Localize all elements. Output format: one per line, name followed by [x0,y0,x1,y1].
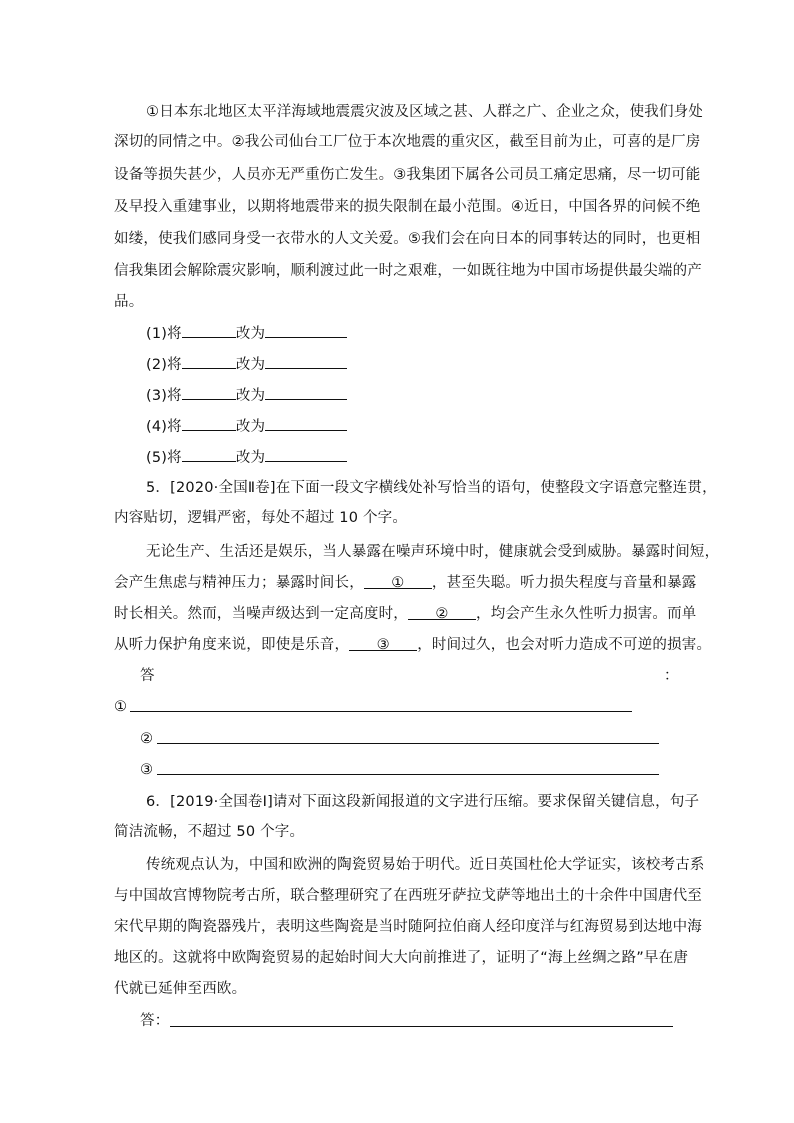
question-5-passage-line: 会产生焦虑与精神压力；暴露时间长， ① ，甚至失聪。听力损失程度与音量和暴露 [114,575,697,591]
answer-blank[interactable] [265,353,347,369]
question-5-passage-line: 时长相关。然而，当噪声级达到一定高度时， ② ，均会产生永久性听力损害。而单 [114,606,697,622]
question-6-passage-line: 传统观点认为，中国和欧洲的陶瓷贸易始于明代。近日英国杜伦大学证实，该校考古系 [146,857,705,873]
question-6-stem: 6．[2019·全国卷Ⅰ]请对下面这段新闻报道的文字进行压缩。要求保留关键信息，句子 [146,794,700,810]
question-6-passage-line: 与中国故宫博物院考古所，联合整理研究了在西班牙萨拉戈萨等地出土的十余件中国唐代至 [114,888,702,904]
answer-line-3[interactable] [157,774,659,775]
fill-blank-3[interactable]: ③ [349,635,417,651]
answer-blank[interactable] [182,322,236,338]
question-6-passage-line: 地区的。这就将中欧陶瓷贸易的起始时间大大向前推进了，证明了“海上丝绸之路”早在唐 [114,950,689,966]
question-5-stem: 5．[2020·全国Ⅱ卷]在下面一段文字横线处补写恰当的语句，使整段文字语意完整连贯， [146,480,717,496]
answer-mark-2: ② [140,731,154,747]
answer-line-2[interactable] [157,743,659,744]
question-5-passage-line: 无论生产、生活还是娱乐，当人暴露在噪声环境中时，健康就会受到威胁。暴露时间短， [146,544,720,560]
fill-blank-2[interactable]: ② [408,604,476,620]
passage-line: 如缕，使我们感同身受一衣带水的人文关爱。⑤我们会在向日本的同事转达的同时，也更相 [114,231,701,247]
passage-line: 品。 [114,294,144,310]
answer-blank[interactable] [182,446,236,462]
passage-line: 信我集团会解除震灾影响，顺利渡过此一时之艰难，一如既往地为中国市场提供最尖端的产 [114,263,702,279]
answer-line[interactable] [170,1026,673,1027]
answer-blank[interactable] [182,415,236,431]
answer-row-4: (4)将 改为 [146,415,347,437]
answer-row-1: (1)将 改为 [146,322,347,344]
answer-label: 答 [140,668,155,684]
answer-line-1[interactable] [130,711,632,712]
passage-line: 深切的同情之中。②我公司仙台工厂位于本次地震的重灾区，截至目前为止，可喜的是厂房 [114,134,701,150]
question-5-stem-cont: 内容贴切，逻辑严密，每处不超过 10 个字。 [114,510,408,526]
question-5-passage-line: 从听力保护角度来说，即使是乐音， ③ ，时间过久，也会对听力造成不可逆的损害。 [114,637,712,653]
fill-blank-1[interactable]: ① [364,573,432,589]
question-6-passage-line: 代就已延伸至西欧。 [114,981,247,997]
answer-row-2: (2)将 改为 [146,353,347,375]
answer-mark-1: ① [114,699,128,715]
answer-blank[interactable] [265,322,347,338]
answer-mark-3: ③ [140,762,154,778]
passage-line: 设备等损失甚少，人员亦无严重伤亡发生。③我集团下属各公司员工痛定思痛，尽一切可能 [114,167,701,183]
question-6-passage-line: 宋代早期的陶瓷器残片，表明这些陶瓷是当时随阿拉伯商人经印度洋与红海贸易到达地中海 [114,919,702,935]
answer-label: 答： [140,1013,170,1029]
answer-blank[interactable] [182,353,236,369]
answer-blank[interactable] [265,384,347,400]
question-6-stem-cont: 简洁流畅，不超过 50 个字。 [114,824,305,840]
answer-colon: ： [664,668,679,684]
answer-blank[interactable] [182,384,236,400]
answer-row-5: (5)将 改为 [146,446,347,468]
answer-blank[interactable] [265,446,347,462]
passage-line: 及早投入重建事业，以期将地震带来的损失限制在最小范围。④近日，中国各界的问候不绝 [114,199,701,215]
answer-blank[interactable] [265,415,347,431]
passage-line: ①日本东北地区太平洋海域地震震灾波及区域之甚、人群之广、企业之众，使我们身处 [146,104,704,120]
answer-row-3: (3)将 改为 [146,384,347,406]
